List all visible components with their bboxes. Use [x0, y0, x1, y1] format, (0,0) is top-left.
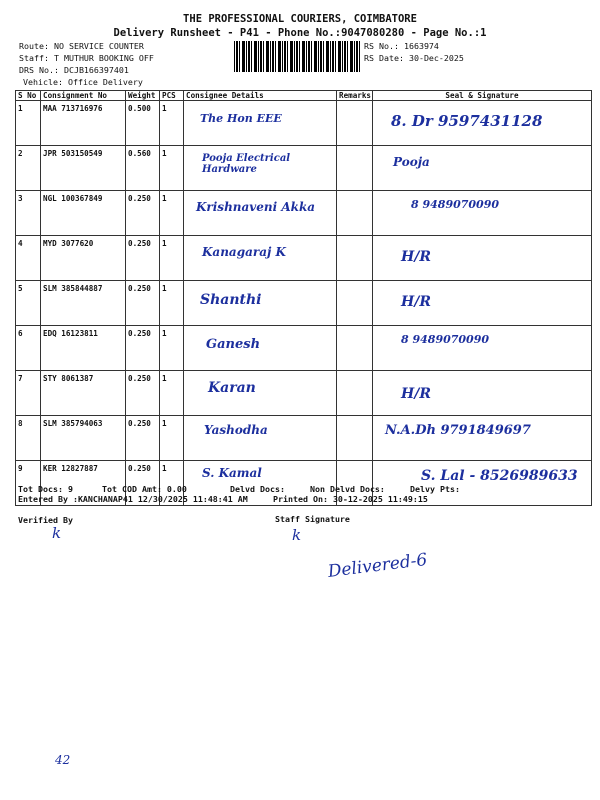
cell-pcs: 1 [160, 146, 184, 191]
rs-number: RS No.: 1663974 [364, 41, 439, 51]
cell-consignment: SLM 385794063 [41, 416, 126, 461]
cell-sno: 6 [16, 326, 41, 371]
cell-signature [373, 326, 592, 371]
staff-signature-mark: k [292, 526, 302, 544]
staff-signature-label: Staff Signature [275, 514, 350, 524]
cell-weight: 0.500 [126, 101, 160, 146]
verified-signature-mark: k [52, 524, 62, 542]
delvd-docs: Delvd Docs: [230, 484, 285, 494]
table-row [16, 101, 592, 146]
signature-handwriting: 8 9489070090 [401, 333, 490, 346]
cell-weight: 0.560 [126, 146, 160, 191]
col-remarks: Remarks [337, 91, 373, 101]
cell-signature [373, 101, 592, 146]
signature-handwriting: S. Lal - 8526989633 [421, 468, 578, 484]
consignee-handwriting: Kanagaraj K [202, 245, 286, 259]
cell-weight: 0.250 [126, 461, 160, 506]
signature-handwriting: Pooja [393, 155, 430, 169]
cell-sno: 4 [16, 236, 41, 281]
cell-remarks [337, 146, 373, 191]
cell-remarks [337, 326, 373, 371]
cell-consignee [184, 416, 337, 461]
delivered-annotation: Delivered-6 [326, 549, 429, 582]
cell-pcs: 1 [160, 461, 184, 506]
consignee-handwriting: Yashodha [204, 423, 268, 437]
table-row [16, 236, 592, 281]
tot-cod-amt: Tot COD Amt: 0.00 [102, 484, 187, 494]
col-seal-signature: Seal & Signature [373, 91, 592, 101]
rs-date: RS Date: 30-Dec-2025 [364, 53, 464, 63]
verified-by-label: Verified By [18, 515, 73, 525]
consignee-handwriting: The Hon EEE [200, 112, 282, 125]
table-row [16, 146, 592, 191]
cell-weight: 0.250 [126, 236, 160, 281]
col-pcs: PCS [160, 91, 184, 101]
printed-on: Printed On: 30-12-2025 11:49:15 [273, 494, 428, 504]
cell-weight: 0.250 [126, 326, 160, 371]
signature-handwriting: H/R [401, 294, 431, 310]
cell-remarks [337, 281, 373, 326]
cell-weight: 0.250 [126, 281, 160, 326]
cell-weight: 0.250 [126, 416, 160, 461]
cell-weight: 0.250 [126, 191, 160, 236]
cell-pcs: 1 [160, 326, 184, 371]
table-header-row [16, 91, 592, 101]
cell-remarks [337, 101, 373, 146]
cell-remarks [337, 416, 373, 461]
table-row [16, 371, 592, 416]
consignee-handwriting: Krishnaveni Akka [196, 200, 316, 214]
cell-signature [373, 146, 592, 191]
drs-number: DRS No.: DCJB166397401 [19, 65, 129, 75]
consignee-handwriting: Karan [208, 380, 256, 396]
signature-handwriting: 8 9489070090 [411, 198, 500, 211]
cell-remarks [337, 236, 373, 281]
cell-pcs: 1 [160, 236, 184, 281]
table-row [16, 416, 592, 461]
vehicle-label: Vehicle: Office Delivery [23, 77, 143, 87]
consignee-handwriting: Ganesh [206, 337, 261, 352]
cell-consignee [184, 191, 337, 236]
cell-consignee [184, 326, 337, 371]
cell-sno: 2 [16, 146, 41, 191]
col-consignment: Consignment No [41, 91, 126, 101]
cell-consignment: STY 8061387 [41, 371, 126, 416]
tot-docs: Tot Docs: 9 [18, 484, 73, 494]
delvy-pts: Delvy Pts: [410, 484, 460, 494]
cell-remarks [337, 191, 373, 236]
cell-signature [373, 236, 592, 281]
non-delvd-docs: Non Delvd Docs: [310, 484, 385, 494]
runsheet-subtitle: Delivery Runsheet - P41 - Phone No.:9047080280 - Page No.:1 [113, 27, 487, 39]
cell-sno: 7 [16, 371, 41, 416]
cell-signature [373, 416, 592, 461]
consignee-handwriting: Shanthi [200, 292, 262, 308]
runsheet-table [15, 90, 592, 506]
cell-consignee [184, 371, 337, 416]
cell-sno: 3 [16, 191, 41, 236]
cell-pcs: 1 [160, 191, 184, 236]
cell-consignment: KER 12827887 [41, 461, 126, 506]
cell-sno: 5 [16, 281, 41, 326]
cell-consignment: JPR 503150549 [41, 146, 126, 191]
cell-signature [373, 371, 592, 416]
cell-consignment: MAA 713716976 [41, 101, 126, 146]
cell-pcs: 1 [160, 281, 184, 326]
consignee-handwriting: S. Kamal [202, 466, 262, 480]
cell-consignee [184, 101, 337, 146]
cell-signature [373, 281, 592, 326]
cell-pcs: 1 [160, 101, 184, 146]
cell-consignment: NGL 100367849 [41, 191, 126, 236]
staff-label: Staff: T MUTHUR BOOKING OFF [19, 53, 154, 63]
cell-pcs: 1 [160, 371, 184, 416]
cell-signature [373, 191, 592, 236]
col-sno: S No [16, 91, 41, 101]
signature-handwriting: 8. Dr 9597431128 [391, 112, 543, 130]
table-row [16, 191, 592, 236]
page-mark-annotation: 42 [55, 753, 71, 767]
route-label: Route: NO SERVICE COUNTER [19, 41, 144, 51]
cell-pcs: 1 [160, 416, 184, 461]
signature-handwriting: H/R [401, 249, 431, 265]
table-row [16, 281, 592, 326]
cell-remarks [337, 371, 373, 416]
consignee-handwriting: Pooja Electrical Hardware [202, 153, 291, 175]
col-consignee: Consignee Details [184, 91, 337, 101]
col-weight: Weight [126, 91, 160, 101]
cell-sno: 9 [16, 461, 41, 506]
cell-consignment: SLM 385844887 [41, 281, 126, 326]
cell-consignee [184, 236, 337, 281]
cell-weight: 0.250 [126, 371, 160, 416]
table-row [16, 326, 592, 371]
signature-handwriting: N.A.Dh 9791849697 [385, 423, 531, 438]
entered-by: Entered By :KANCHANAP41 12/30/2025 11:48:41 AM [18, 494, 248, 504]
barcode [234, 41, 360, 72]
cell-sno: 1 [16, 101, 41, 146]
cell-consignment: MYD 3077620 [41, 236, 126, 281]
company-name: THE PROFESSIONAL COURIERS, COIMBATORE [183, 13, 417, 25]
cell-consignment: EDQ 16123811 [41, 326, 126, 371]
signature-handwriting: H/R [401, 386, 431, 402]
cell-consignee [184, 146, 337, 191]
cell-consignee [184, 281, 337, 326]
cell-sno: 8 [16, 416, 41, 461]
